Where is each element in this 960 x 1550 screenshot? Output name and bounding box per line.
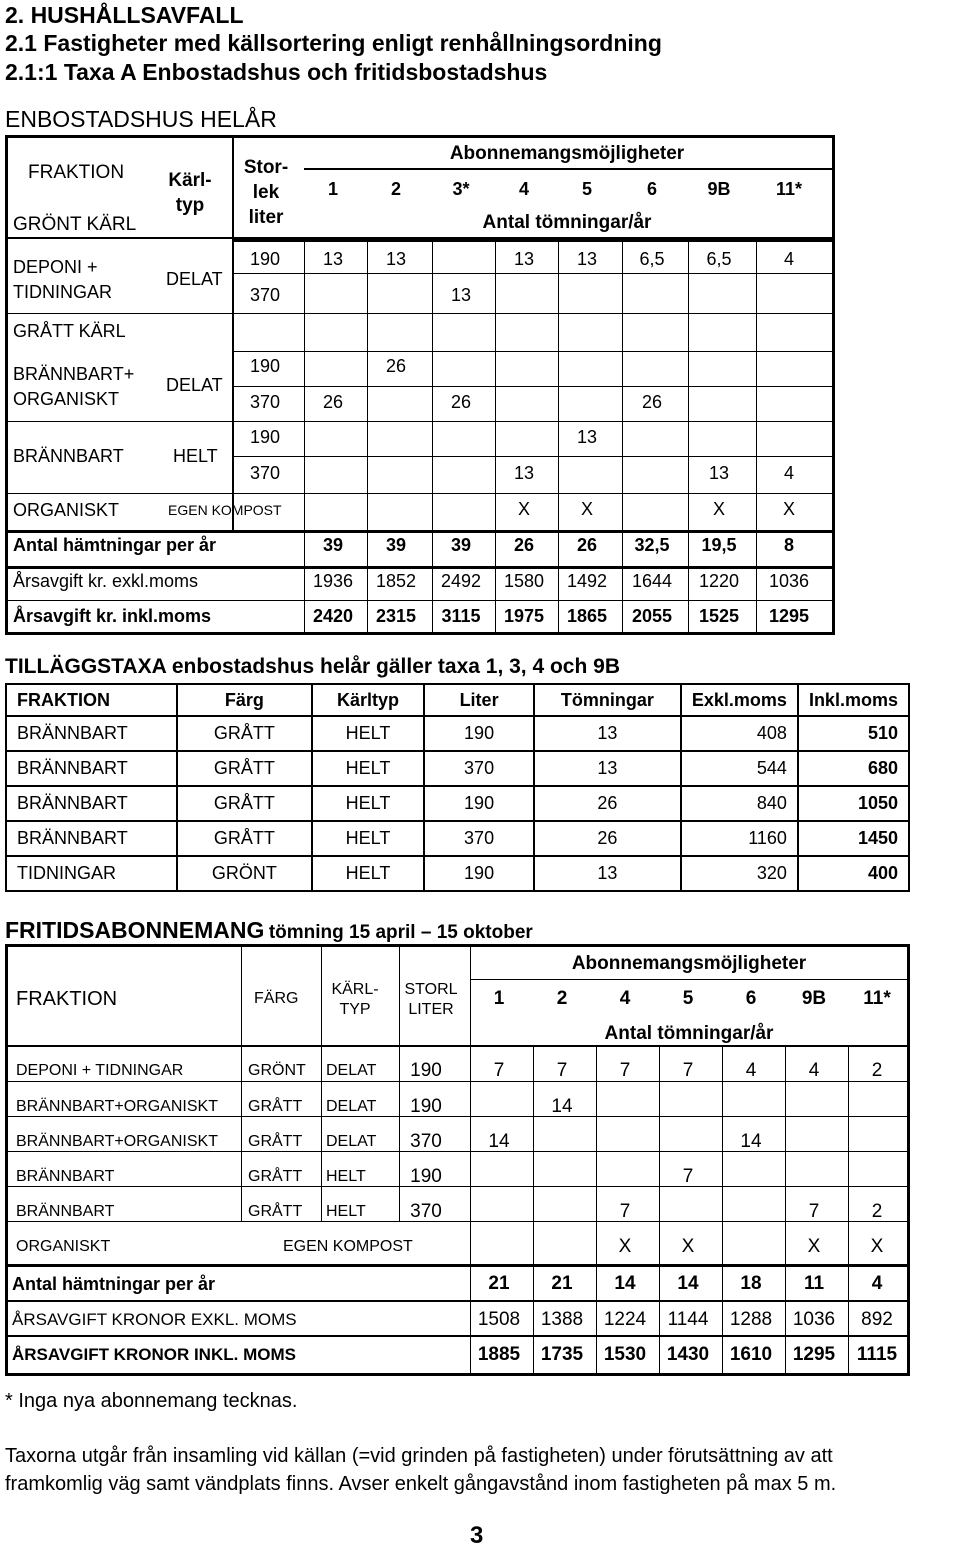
t1-value: 13 xyxy=(576,427,598,447)
tillagg-cell: HELT xyxy=(312,751,425,786)
t1-size: 190 xyxy=(249,427,281,447)
f-inkl: 1530 xyxy=(603,1344,647,1365)
f-fraktion: BRÄNNBART xyxy=(16,1168,115,1185)
t1-inkl: 1295 xyxy=(768,606,810,626)
t1-hamtningar: 26 xyxy=(513,535,535,555)
f-col-4: 6 xyxy=(745,988,757,1009)
t1-size: 370 xyxy=(249,463,281,483)
t1-deponi: DEPONI + TIDNINGAR xyxy=(13,257,112,302)
t1-hdr-fraktion: FRAKTION xyxy=(28,162,125,183)
t1-value: 13 xyxy=(385,249,407,269)
t1-hamtningar: 39 xyxy=(385,535,407,555)
f-col-1: 2 xyxy=(556,988,568,1009)
f-karl: DELAT xyxy=(326,1062,377,1079)
heading-3: 2.1:1 Taxa A Enbostadshus och fritidsbostadshus xyxy=(5,59,548,85)
tillagg-cell: 370 xyxy=(424,821,534,856)
f-value: 7 xyxy=(682,1060,694,1081)
tillagg-cell: 1050 xyxy=(798,786,909,821)
tillagg-cell: 840 xyxy=(681,786,798,821)
footnote: * Inga nya abonnemang tecknas. xyxy=(5,1390,298,1412)
t1-egen-kompost: EGEN KOMPOST xyxy=(168,502,282,518)
t1-value: 26 xyxy=(450,392,472,412)
f-karl: DELAT xyxy=(326,1133,377,1150)
t1-value: X xyxy=(517,499,530,519)
t1-hamtningar: 39 xyxy=(450,535,472,555)
t1-inkl: 1525 xyxy=(698,606,740,626)
f-hdr-storl: STORL LITER xyxy=(404,981,458,1018)
f-organiskt-value: X xyxy=(807,1236,821,1257)
heading-1: 2. HUSHÅLLSAVFALL xyxy=(5,2,244,28)
t1-value: 13 xyxy=(576,249,598,269)
f-inkl: 1430 xyxy=(666,1344,710,1365)
f-inkl: 1735 xyxy=(540,1344,584,1365)
t1-inkl: 1975 xyxy=(503,606,545,626)
t1-exkl: 1644 xyxy=(631,571,673,591)
f-hamtningar: 18 xyxy=(740,1273,762,1294)
t1-exkl-label: Årsavgift kr. exkl.moms xyxy=(13,571,199,591)
t1-col-0: 1 xyxy=(327,179,338,199)
t1-exkl: 1036 xyxy=(768,571,810,591)
f-hamtningar: 21 xyxy=(551,1273,573,1294)
f-hamtningar-label: Antal hämtningar per år xyxy=(12,1274,216,1294)
t1-exkl: 1492 xyxy=(566,571,608,591)
t1-exkl: 1580 xyxy=(503,571,545,591)
f-liter: 370 xyxy=(410,1131,442,1152)
t1-inkl: 1865 xyxy=(566,606,608,626)
table-row xyxy=(6,751,909,786)
t1-helt: HELT xyxy=(173,446,218,466)
t1-brannbart: BRÄNNBART xyxy=(13,446,124,466)
f-inkl-label: ÅRSAVGIFT KRONOR INKL. MOMS xyxy=(12,1345,296,1364)
f-col-3: 5 xyxy=(682,988,694,1009)
f-liter: 190 xyxy=(410,1096,442,1117)
tillagg-cell: BRÄNNBART xyxy=(6,751,177,786)
t1-size: 370 xyxy=(249,392,281,412)
f-value: 2 xyxy=(871,1060,883,1081)
f-farg: GRÅTT xyxy=(248,1133,303,1150)
t1-value: 13 xyxy=(513,463,535,483)
t1-exkl: 2492 xyxy=(440,571,482,591)
t1-hdr-karltyp: Kärl- typ xyxy=(168,170,212,216)
f-fraktion: BRÄNNBART+ORGANISKT xyxy=(16,1133,218,1150)
f-karl: HELT xyxy=(326,1203,366,1220)
tillagg-cell: BRÄNNBART xyxy=(6,786,177,821)
t1-value: 13 xyxy=(708,463,730,483)
t1-hamtningar: 39 xyxy=(322,535,344,555)
f-col-6: 11* xyxy=(863,988,891,1009)
tillagg-header-cell: Tömningar xyxy=(534,684,681,716)
t1-value: X xyxy=(782,499,795,519)
f-value: 7 xyxy=(619,1060,631,1081)
f-hamtningar: 4 xyxy=(871,1273,883,1294)
tillagg-cell: TIDNINGAR xyxy=(6,856,177,891)
f-egen-kompost: EGEN KOMPOST xyxy=(283,1238,413,1255)
tillagg-cell: 13 xyxy=(534,716,681,751)
tillagg-cell: 1160 xyxy=(681,821,798,856)
t1-col-1: 2 xyxy=(390,179,401,199)
t1-hamtningar: 26 xyxy=(576,535,598,555)
f-karl: DELAT xyxy=(326,1098,377,1115)
f-value: 7 xyxy=(682,1166,694,1187)
t1-inkl-label: Årsavgift kr. inkl.moms xyxy=(13,606,212,626)
t1-col-2: 3* xyxy=(452,179,470,199)
tillagg-cell: 1450 xyxy=(798,821,909,856)
f-organiskt: ORGANISKT xyxy=(16,1238,111,1255)
f-exkl: 892 xyxy=(861,1309,893,1330)
t1-value: X xyxy=(580,499,593,519)
tillagg-cell: GRÖNT xyxy=(177,856,312,891)
f-fraktion: DEPONI + TIDNINGAR xyxy=(16,1062,184,1079)
f-hamtningar: 21 xyxy=(488,1273,510,1294)
f-value: 2 xyxy=(871,1201,883,1222)
t1-hdr-abon: Abonnemangsmöjligheter xyxy=(449,143,685,164)
fritid-title-sub: tömning 15 april – 15 oktober xyxy=(268,922,533,943)
tillagg-cell: HELT xyxy=(312,821,425,856)
tillagg-header-cell: Exkl.moms xyxy=(681,684,798,716)
t1-inkl: 2315 xyxy=(375,606,417,626)
tillagg-cell: 13 xyxy=(534,856,681,891)
footer-text-2: framkomlig väg samt vändplats finns. Avser enkelt gångavstånd inom fastigheten på max 5 m. xyxy=(5,1473,837,1495)
tillagg-cell: 510 xyxy=(798,716,909,751)
f-farg: GRÅTT xyxy=(248,1168,303,1185)
fritid-title-main: FRITIDSABONNEMANG xyxy=(5,917,265,943)
t1-size: 190 xyxy=(249,249,281,269)
t1-gratt-karl: GRÅTT KÄRL xyxy=(13,321,126,341)
tillagg-header-cell: Inkl.moms xyxy=(798,684,909,716)
tillagg-table xyxy=(5,683,910,892)
table-row xyxy=(6,856,909,891)
t1-exkl: 1852 xyxy=(375,571,417,591)
t1-inkl: 2055 xyxy=(631,606,673,626)
t1-col-6: 9B xyxy=(707,179,731,199)
f-farg: GRÅTT xyxy=(248,1098,303,1115)
tillagg-cell: 544 xyxy=(681,751,798,786)
f-hamtningar: 14 xyxy=(614,1273,636,1294)
tillagg-cell: 26 xyxy=(534,821,681,856)
table-row xyxy=(6,821,909,856)
t1-hamtningar: 32,5 xyxy=(634,535,670,555)
f-farg: GRÅTT xyxy=(248,1203,303,1220)
f-value: 7 xyxy=(808,1201,820,1222)
tillagg-header-cell: Kärltyp xyxy=(312,684,425,716)
t1-hdr-gront: GRÖNT KÄRL xyxy=(13,214,137,235)
f-inkl: 1610 xyxy=(729,1344,773,1365)
t1-value: 13 xyxy=(450,285,472,305)
t1-value: 13 xyxy=(513,249,535,269)
t1-col-3: 4 xyxy=(518,179,529,199)
t1-hamtningar-label: Antal hämtningar per år xyxy=(13,535,217,555)
tillagg-header-cell: Liter xyxy=(424,684,534,716)
f-organiskt-value: X xyxy=(681,1236,695,1257)
f-value: 14 xyxy=(551,1096,573,1117)
tillagg-cell: 190 xyxy=(424,856,534,891)
t1-value: 13 xyxy=(322,249,344,269)
t1-brannbart-org: BRÄNNBART+ ORGANISKT xyxy=(13,364,135,409)
tillagg-header-cell: Färg xyxy=(177,684,312,716)
t1-value: 6,5 xyxy=(639,249,665,269)
f-exkl: 1388 xyxy=(540,1309,584,1330)
f-fraktion: BRÄNNBART+ORGANISKT xyxy=(16,1098,218,1115)
table-row xyxy=(6,786,909,821)
tillagg-cell: 400 xyxy=(798,856,909,891)
tillagg-cell: 370 xyxy=(424,751,534,786)
t1-value: X xyxy=(712,499,725,519)
tillagg-cell: GRÅTT xyxy=(177,821,312,856)
f-exkl-label: ÅRSAVGIFT KRONOR EXKL. MOMS xyxy=(12,1310,297,1329)
tillagg-cell: 408 xyxy=(681,716,798,751)
f-organiskt-value: X xyxy=(870,1236,884,1257)
t1-exkl: 1936 xyxy=(312,571,354,591)
f-hdr-karl: KÄRL- TYP xyxy=(331,981,379,1018)
f-fraktion: BRÄNNBART xyxy=(16,1203,115,1220)
tillagg-cell: GRÅTT xyxy=(177,751,312,786)
page-number: 3 xyxy=(470,1522,484,1549)
f-value: 4 xyxy=(745,1060,757,1081)
tillagg-cell: BRÄNNBART xyxy=(6,716,177,751)
t1-bo-delat: DELAT xyxy=(166,375,223,395)
tillagg-cell: GRÅTT xyxy=(177,786,312,821)
t1-col-7: 11* xyxy=(775,179,803,199)
f-inkl: 1885 xyxy=(477,1344,521,1365)
t1-value: 4 xyxy=(783,463,794,483)
section-title: ENBOSTADSHUS HELÅR xyxy=(5,106,277,132)
f-value: 14 xyxy=(740,1131,762,1152)
f-col-0: 1 xyxy=(493,988,505,1009)
tillagg-header-cell: FRAKTION xyxy=(6,684,177,716)
tillagg-cell: HELT xyxy=(312,716,425,751)
f-col-2: 4 xyxy=(619,988,631,1009)
t1-hdr-antal: Antal tömningar/år xyxy=(482,212,652,233)
footer-text-1: Taxorna utgår från insamling vid källan (=vid grinden på fastigheten) under förutsättning av att xyxy=(5,1445,833,1467)
f-hdr-farg: FÄRG xyxy=(254,990,299,1007)
f-value: 7 xyxy=(556,1060,568,1081)
t1-size: 190 xyxy=(249,356,281,376)
t1-inkl: 2420 xyxy=(312,606,354,626)
f-value: 7 xyxy=(493,1060,505,1081)
f-hamtningar: 14 xyxy=(677,1273,699,1294)
t1-value: 26 xyxy=(641,392,663,412)
t1-value: 26 xyxy=(322,392,344,412)
f-value: 7 xyxy=(619,1201,631,1222)
t1-hamtningar: 19,5 xyxy=(701,535,737,555)
tillagg-cell: 320 xyxy=(681,856,798,891)
f-karl: HELT xyxy=(326,1168,366,1185)
f-hdr-abon: Abonnemangsmöjligheter xyxy=(571,953,807,974)
f-col-5: 9B xyxy=(801,988,827,1009)
t1-hdr-storlek: Stor- lek liter xyxy=(243,157,289,228)
t1-value: 6,5 xyxy=(706,249,732,269)
tillagg-cell: HELT xyxy=(312,786,425,821)
f-liter: 190 xyxy=(410,1060,442,1081)
f-hamtningar: 11 xyxy=(803,1273,825,1294)
f-value: 4 xyxy=(808,1060,820,1081)
f-exkl: 1288 xyxy=(729,1309,773,1330)
t1-organiskt: ORGANISKT xyxy=(13,500,120,520)
t1-deponi-delat: DELAT xyxy=(166,269,223,289)
f-exkl: 1224 xyxy=(603,1309,647,1330)
f-inkl: 1115 xyxy=(856,1344,898,1365)
f-farg: GRÖNT xyxy=(248,1062,306,1079)
f-hdr-antal: Antal tömningar/år xyxy=(604,1023,774,1044)
table-row xyxy=(6,716,909,751)
f-liter: 190 xyxy=(410,1166,442,1187)
tillagg-cell: 190 xyxy=(424,786,534,821)
t1-inkl: 3115 xyxy=(441,606,481,626)
f-inkl: 1295 xyxy=(792,1344,836,1365)
fritid-title xyxy=(5,917,533,944)
t1-value: 4 xyxy=(783,249,794,269)
f-exkl: 1036 xyxy=(792,1309,836,1330)
tillagg-cell: 190 xyxy=(424,716,534,751)
tillagg-cell: 26 xyxy=(534,786,681,821)
tillagg-cell: GRÅTT xyxy=(177,716,312,751)
t1-exkl: 1220 xyxy=(698,571,740,591)
f-exkl: 1144 xyxy=(667,1309,709,1330)
tillagg-cell: HELT xyxy=(312,856,425,891)
t1-col-4: 5 xyxy=(581,179,592,199)
f-organiskt-value: X xyxy=(618,1236,632,1257)
t1-size: 370 xyxy=(249,285,281,305)
f-value: 14 xyxy=(488,1131,510,1152)
tillagg-title: TILLÄGGSTAXA enbostadshus helår gäller taxa 1, 3, 4 och 9B xyxy=(5,655,620,678)
t1-value: 26 xyxy=(385,356,407,376)
tillagg-header-row xyxy=(6,684,909,716)
heading-2: 2.1 Fastigheter med källsortering enligt renhållningsordning xyxy=(5,30,662,56)
tillagg-cell: 680 xyxy=(798,751,909,786)
f-exkl: 1508 xyxy=(477,1309,521,1330)
t1-col-5: 6 xyxy=(646,179,657,199)
tillagg-cell: 13 xyxy=(534,751,681,786)
f-liter: 370 xyxy=(410,1201,442,1222)
tillagg-cell: BRÄNNBART xyxy=(6,821,177,856)
t1-hamtningar: 8 xyxy=(783,535,794,555)
f-hdr-fraktion: FRAKTION xyxy=(16,988,118,1010)
